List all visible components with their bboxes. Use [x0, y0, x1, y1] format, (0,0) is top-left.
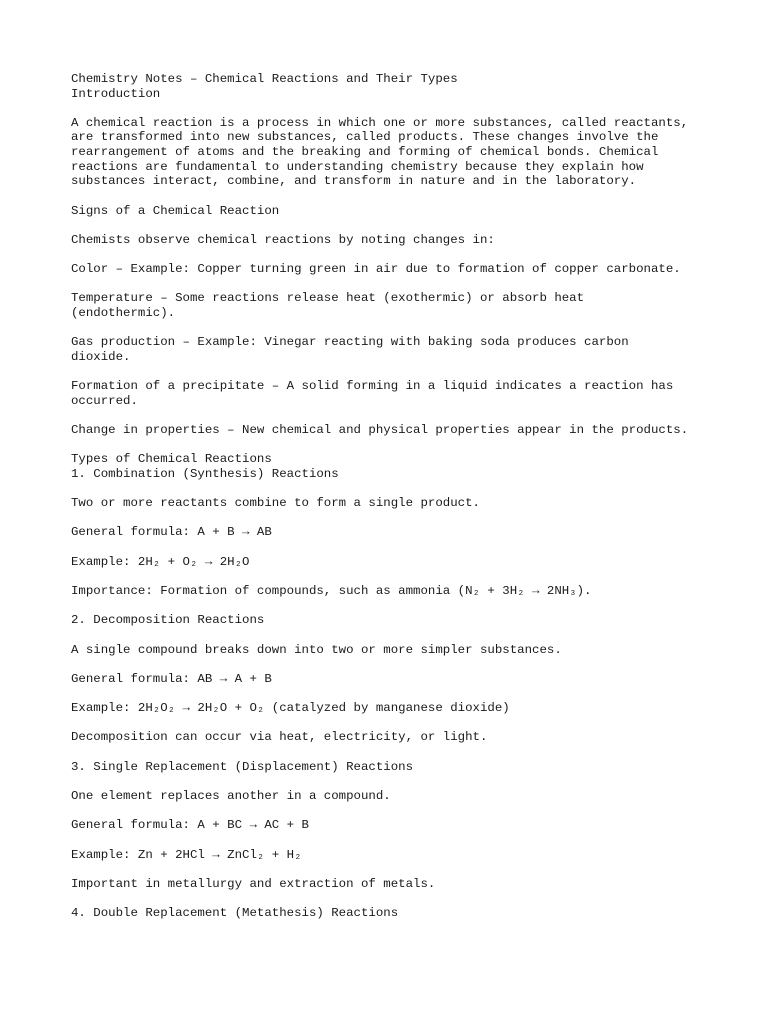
decomposition-heading: 2. Decomposition Reactions [71, 613, 265, 628]
intro-heading: Introduction [71, 86, 161, 101]
single-replacement-description: One element replaces another in a compound. [71, 788, 391, 803]
paragraph-line: substances interact, combine, and transform in nature and in the laboratory. [71, 174, 637, 189]
single-replacement-heading: 3. Single Replacement (Displacement) Reactions [71, 759, 414, 774]
sign-properties: Change in properties – New chemical and physical properties appear in the products. [71, 423, 689, 437]
signs-heading: Signs of a Chemical Reaction [71, 203, 280, 218]
combination-formula: General formula: A + B → AB [71, 525, 272, 540]
paragraph-line: dioxide. [71, 349, 131, 364]
paragraph-line: occurred. [71, 393, 138, 408]
document-page [71, 72, 731, 921]
sign-color: Color – Example: Copper turning green in air due to formation of copper carbonate. [71, 262, 681, 277]
paragraph-line: Formation of a precipitate – A solid forming in a liquid indicates a reaction has [71, 379, 674, 394]
decomposition-formula: General formula: AB → A + B [71, 671, 272, 686]
types-heading: Types of Chemical Reactions [71, 452, 272, 467]
paragraph-line: rearrangement of atoms and the breaking and forming of chemical bonds. Chemical [71, 145, 659, 160]
paragraph-line: (endothermic). [71, 305, 176, 320]
combination-example: Example: 2H₂ + O₂ → 2H₂O [71, 554, 250, 569]
combination-description: Two or more reactants combine to form a single product. [71, 496, 480, 511]
document-title: Chemistry Notes – Chemical Reactions and Their Types [71, 72, 458, 86]
sign-precipitate [71, 379, 731, 408]
intro-paragraph [71, 116, 731, 189]
sign-gas [71, 335, 731, 364]
double-replacement-heading: 4. Double Replacement (Metathesis) Reactions [71, 906, 399, 921]
decomposition-example: Example: 2H₂O₂ → 2H₂O + O₂ (catalyzed by manganese dioxide) [71, 701, 510, 716]
paragraph-line: are transformed into new substances, called products. These changes involve the [71, 130, 659, 145]
single-replacement-formula: General formula: A + BC → AC + B [71, 818, 309, 833]
paragraph-line: Gas production – Example: Vinegar reacting with baking soda produces carbon [71, 335, 629, 350]
paragraph-line: A chemical reaction is a process in which one or more substances, called reactants, [71, 115, 689, 130]
paragraph-line: reactions are fundamental to understanding chemistry because they explain how [71, 159, 644, 174]
combination-importance: Importance: Formation of compounds, such as ammonia (N₂ + 3H₂ → 2NH₃). [71, 584, 592, 598]
sign-temperature [71, 291, 731, 320]
decomposition-note: Decomposition can occur via heat, electricity, or light. [71, 730, 488, 745]
paragraph-line: Temperature – Some reactions release heat (exothermic) or absorb heat [71, 291, 585, 306]
signs-intro: Chemists observe chemical reactions by noting changes in: [71, 232, 495, 247]
single-replacement-note: Important in metallurgy and extraction of metals. [71, 876, 436, 891]
decomposition-description: A single compound breaks down into two or more simpler substances. [71, 642, 562, 657]
combination-heading: 1. Combination (Synthesis) Reactions [71, 466, 339, 481]
single-replacement-example: Example: Zn + 2HCl → ZnCl₂ + H₂ [71, 847, 302, 862]
